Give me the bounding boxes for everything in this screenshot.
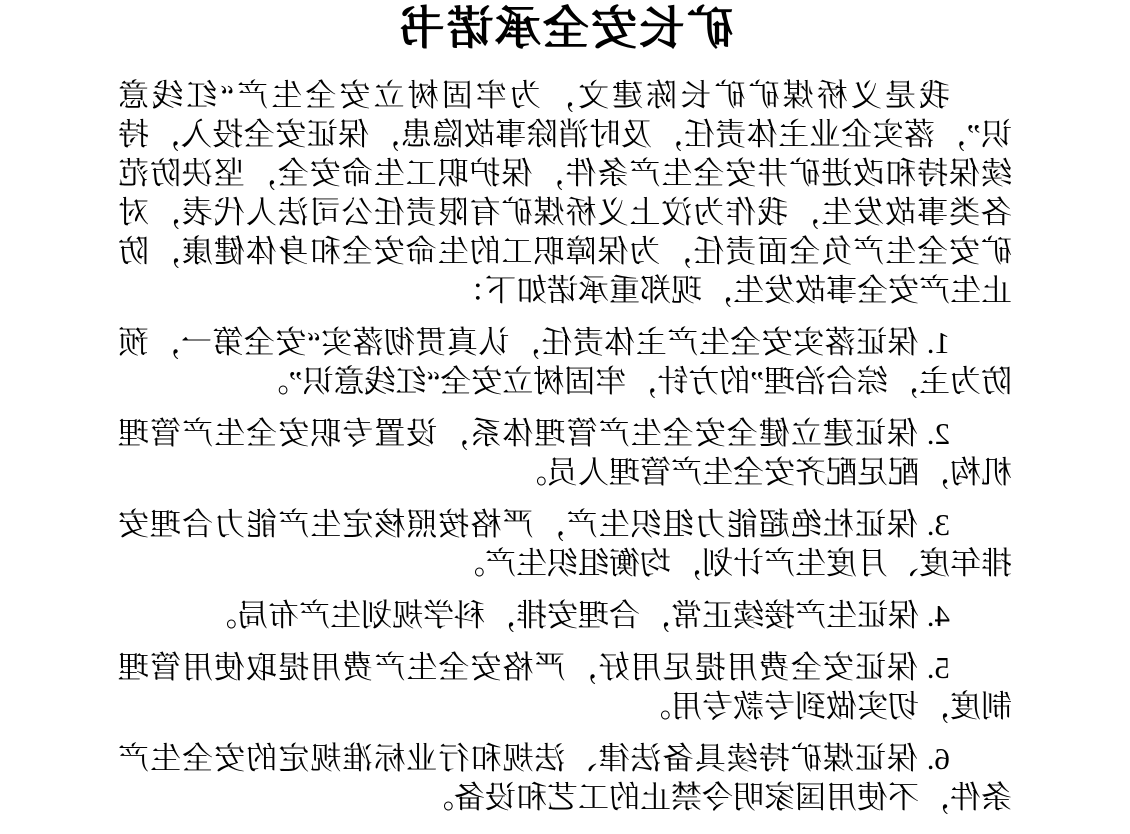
commitment-item-5: 5. 保证安全费用提足用好，严格安全生产费用提取使用管理制度，切实做到专款专用。 xyxy=(118,650,1012,724)
intro-paragraph: 我是义桥煤矿矿长陈建文，为牢固树立安全生产“红线意识”，落实企业主体责任，及时消除事故隐患，保证安全投入，持续保持和改进矿井安全生产条件，保护职工生命安全，坚决防范各类事故发生，我作为汶上义桥煤矿有限责任公司法人代表，对矿安全生产负全面责任，为保障职工的生命安全和身体健康，防止生产安全事故发生，现郑重承诺如下： xyxy=(118,78,1012,308)
commitment-item-3: 3. 保证杜绝超能力组织生产，严格按照核定生产能力合理安排年度、月度生产计划，均衡组织生产。 xyxy=(118,507,1012,581)
commitment-item-2: 2. 保证建立健全安全生产管理体系，设置专职安全生产管理机构，配足配齐安全生产管理人员。 xyxy=(118,416,1012,490)
commitment-item-4: 4. 保证生产接续正常，合理安排，科学规划生产布局。 xyxy=(206,598,950,633)
document-title: 矿长安全承诺书 xyxy=(397,3,733,54)
commitment-item-6: 6. 保证煤矿持续具备法律、法规和行业标准规定的安全生产条件，不使用国家明令禁止的工艺和设备。 xyxy=(118,741,1012,815)
commitment-item-1: 1. 保证落实安全生产主体责任，认真贯彻落实“安全第一，预防为主，综合治理”的方针，牢固树立安全“红线意识”。 xyxy=(118,325,1012,399)
